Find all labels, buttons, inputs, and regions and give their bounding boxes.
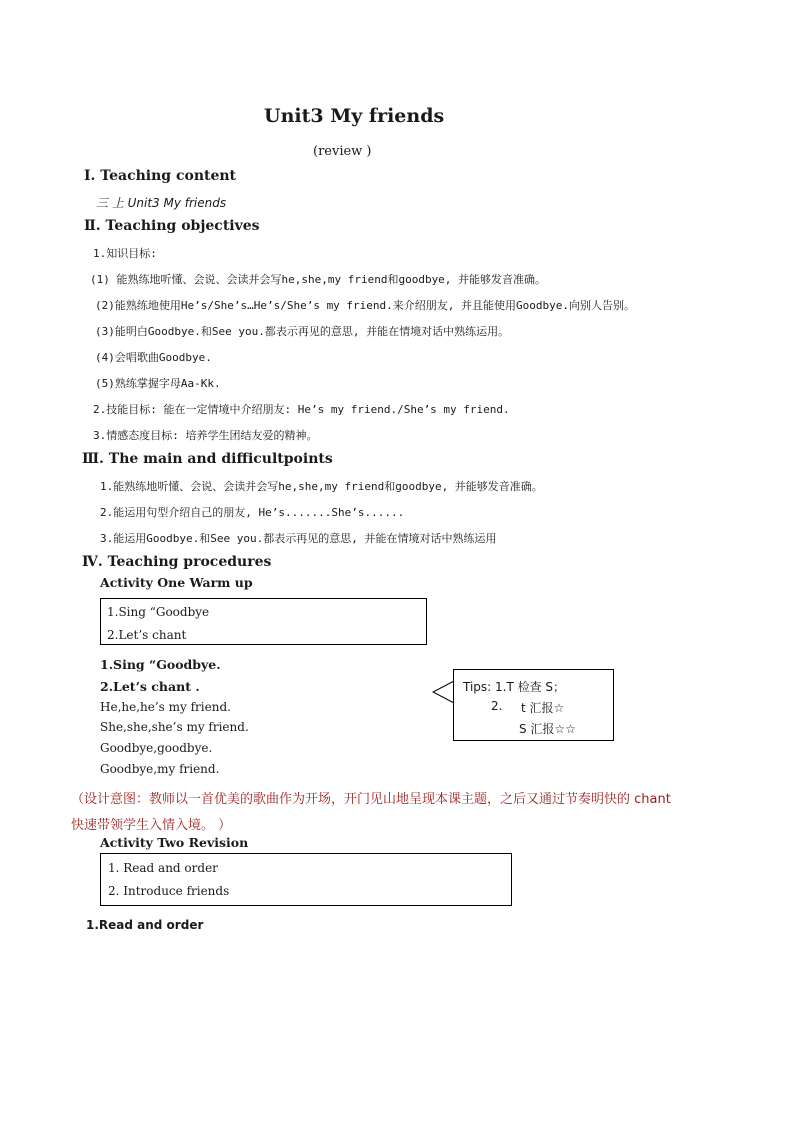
step-sing: 1.Sing “Goodbye. xyxy=(100,657,221,672)
tips-line: S 汇报☆☆ xyxy=(519,722,576,736)
activity-two-box xyxy=(100,853,512,906)
box-item: 1. Read and order xyxy=(108,861,218,875)
objective-item: 3.情感态度目标: 培养学生团结友爱的精神。 xyxy=(93,429,318,442)
objective-item: (5)熟练掌握字母Aa-Kk. xyxy=(95,377,221,390)
objective-item: (2)能熟练地使用He’s/She’s…He’s/She’s my friend.来介绍朋友, 并且能使用Goodbye.向别人告别。 xyxy=(95,299,636,312)
chant-line: Goodbye,my friend. xyxy=(100,762,220,776)
section-heading-points: Ⅲ. The main and difficultpoints xyxy=(82,451,333,467)
section-heading-procedures: Ⅳ. Teaching procedures xyxy=(82,554,272,570)
step-chant: 2.Let’s chant . xyxy=(100,679,200,694)
callout-pointer xyxy=(432,680,455,704)
page-subtitle: (review ) xyxy=(313,144,372,159)
tips-callout xyxy=(453,669,614,741)
chant-line: She,she,she’s my friend. xyxy=(100,720,249,734)
chant-line: Goodbye,goodbye. xyxy=(100,741,213,755)
content-line: 三 上 Unit3 My friends xyxy=(96,196,227,210)
point-item: 2.能运用句型介绍自己的朋友, He’s.......She’s...... xyxy=(100,506,405,519)
design-note: （设计意图：教师以一首优美的歌曲作为开场，开门见山地呈现本课主题，之后又通过节奏明快的 chant xyxy=(71,792,671,807)
activity-two-label: Activity Two Revision xyxy=(100,835,249,850)
objective-item: (4)会唱歌曲Goodbye. xyxy=(95,351,212,364)
design-note: 快速带领学生入情入境。 ） xyxy=(71,818,232,833)
section-heading-content: Ⅰ. Teaching content xyxy=(84,168,237,184)
box-item: 1.Sing “Goodbye xyxy=(107,605,210,619)
tips-line: Tips: 1.T 检查 S； xyxy=(463,680,566,694)
step-read-order: 1.Read and order xyxy=(86,918,204,932)
objective-item: (3)能明白Goodbye.和See you.都表示再见的意思, 并能在情境对话中熟练运用。 xyxy=(95,325,510,338)
point-item: 1.能熟练地听懂、会说、会读并会写he,she,my friend和goodbye, 并能够发音准确。 xyxy=(100,480,543,493)
box-item: 2.Let’s chant xyxy=(107,628,187,642)
point-item: 3.能运用Goodbye.和See you.都表示再见的意思, 并能在情境对话中熟练运用 xyxy=(100,532,497,545)
activity-one-label: Activity One Warm up xyxy=(100,575,253,590)
activity-one-box xyxy=(100,598,427,645)
tips-line: t 汇报☆ xyxy=(521,701,565,715)
section-heading-objectives: Ⅱ. Teaching objectives xyxy=(84,218,260,234)
page-title: Unit3 My friends xyxy=(264,105,445,127)
box-item: 2. Introduce friends xyxy=(108,884,230,898)
objective-item: 1.知识目标: xyxy=(93,247,157,260)
objective-item: (1) 能熟练地听懂、会说、会读并会写he,she,my friend和goodbye, 并能够发音准确。 xyxy=(90,273,547,286)
objective-item: 2.技能目标: 能在一定情境中介绍朋友: He’s my friend./She’s my friend. xyxy=(93,403,510,416)
tips-number: 2. xyxy=(491,699,503,713)
chant-line: He,he,he’s my friend. xyxy=(100,700,231,714)
